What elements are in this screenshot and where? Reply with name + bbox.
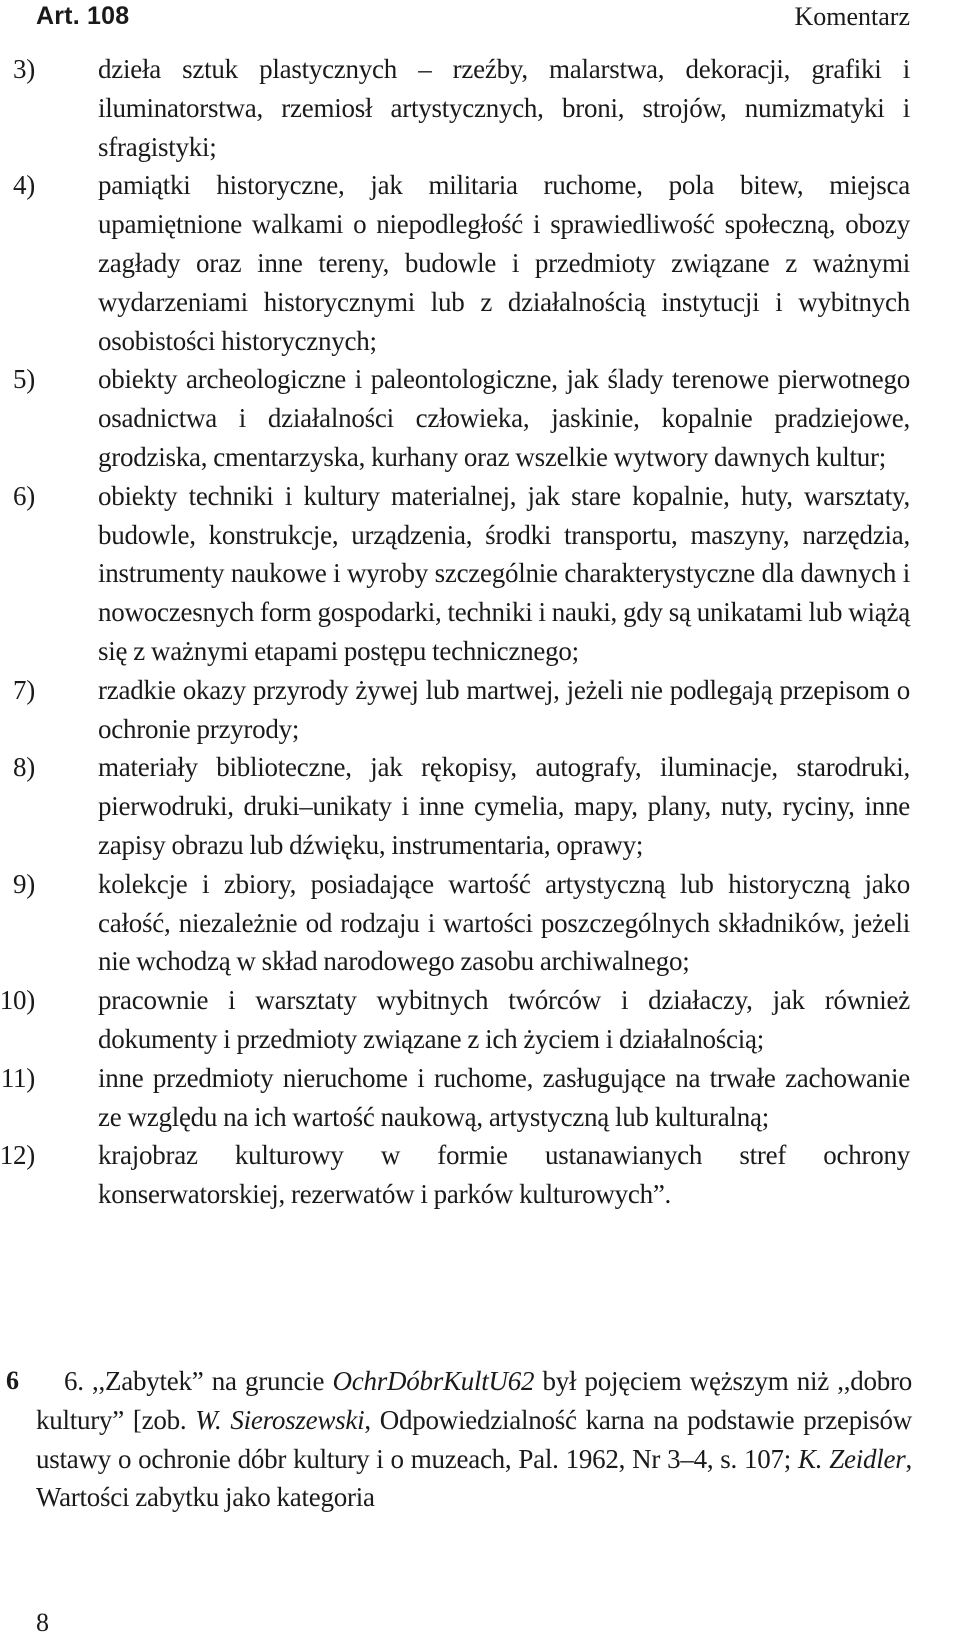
- enumeration-list: [0, 50, 960, 1214]
- list-item-number: 10): [0, 985, 35, 1016]
- list-item-number: 11): [0, 1062, 35, 1093]
- paragraph-lead: 6. ,,Zabytek” na gruncie: [64, 1366, 333, 1396]
- list-item-number: 7): [13, 674, 35, 705]
- list-item-number: 5): [13, 364, 35, 395]
- paragraph-text: , Wartości zabytku jako kategoria: [36, 1443, 912, 1513]
- article-number: Art. 108: [36, 2, 130, 30]
- section-title: Komentarz: [794, 2, 910, 31]
- cited-author: W. Sieroszewski: [195, 1404, 365, 1435]
- list-item: [0, 671, 910, 749]
- paragraph-text: był pojęciem węższym niż ,,dobro kultury” [zob.: [36, 1366, 912, 1435]
- list-item-text: inne przedmioty nieruchome i ruchome, zasługujące na trwałe zachowanie ze względu na ich wartość naukową, artystyczną lub kulturalną;: [98, 1062, 910, 1132]
- commentary-paragraph: [36, 1362, 912, 1517]
- list-item-number: 9): [13, 868, 35, 899]
- list-item-text: obiekty archeologiczne i paleontologiczne, jak ślady terenowe pierwotnego osadnictwa i działalności człowieka, jaskinie, kopalnie pradziejowe, grodziska, cmentarzyska, kurhany oraz wszelkie wytwory dawnych kultur;: [98, 364, 910, 472]
- list-item: [0, 1059, 910, 1137]
- list-item-text: rzadkie okazy przyrody żywej lub martwej, jeżeli nie podlegają przepisom o ochronie przyrody;: [98, 674, 910, 744]
- list-item-text: pracownie i warsztaty wybitnych twórców i działaczy, jak również dokumenty i przedmioty związane z ich życiem i działalnością;: [98, 985, 910, 1054]
- page-number: 8: [36, 1608, 49, 1637]
- list-item-text: obiekty techniki i kultury materialnej, jak stare kopalnie, huty, warsztaty, budowle, konstrukcje, urządzenia, środki transportu, maszyny, narzędzia, instrumenty naukowe i wyroby szczególnie charakterystyczne dla dawnych i nowoczesnych form gospodarki, techniki i nauki, gdy są unikatami lub wiążą się z ważnymi etapami postępu technicznego;: [98, 480, 910, 666]
- list-item: [0, 360, 910, 476]
- list-item: [0, 477, 910, 671]
- list-item: [0, 981, 910, 1059]
- list-item-number: 6): [13, 480, 35, 511]
- page-header: [36, 2, 910, 36]
- paragraph-text: , Odpowiedzialność karna na podstawie przepisów ustawy o ochronie dóbr kultury i o muzeach, Pal. 1962, Nr 3–4, s. 107;: [36, 1404, 912, 1474]
- list-item-number: 3): [13, 54, 35, 84]
- list-item-number: 4): [13, 170, 35, 201]
- list-item: [0, 166, 910, 360]
- list-item-text: dzieła sztuk plastycznych – rzeźby, malarstwa, dekoracji, grafiki i iluminatorstwa, rzemiosł artystycznych, broni, strojów, numizmatyki i sfragistyki;: [98, 54, 910, 162]
- list-item: [0, 865, 910, 981]
- list-item-text: kolekcje i zbiory, posiadające wartość artystyczną lub historyczną jako całość, niezależnie od rodzaju i wartości poszczególnych składników, jeżeli nie wchodzą w skład narodowego zasobu archiwalnego;: [98, 868, 910, 977]
- list-item: [0, 50, 910, 166]
- cited-author: K. Zeidler: [798, 1443, 906, 1474]
- list-item-text: krajobraz kulturowy w formie ustanawianych stref ochrony konserwatorskiej, rezerwatów i parków kulturowych”.: [98, 1140, 910, 1210]
- act-abbreviation: OchrDóbrKultU62: [332, 1366, 535, 1396]
- list-item: [0, 748, 910, 864]
- list-item-number: 8): [13, 752, 35, 783]
- list-item-number: 12): [0, 1140, 35, 1171]
- list-item-text: pamiątki historyczne, jak militaria ruchome, pola bitew, miejsca upamiętnione walkami o niepodległość i sprawiedliwość społeczną, obozy zagłady oraz inne tereny, budowle i przedmioty związane z ważnymi wydarzeniami historycznymi lub z działalnością instytucji i wybitnych osobistości historycznych;: [98, 170, 910, 356]
- list-item: [0, 1136, 910, 1214]
- list-item-text: materiały biblioteczne, jak rękopisy, autografy, iluminacje, starodruki, pierwodruki, druki–unikaty i inne cymelia, mapy, plany, nuty, ryciny, inne zapisy obrazu lub dźwięku, instrumentaria, oprawy;: [98, 752, 910, 860]
- margin-number: 6: [6, 1366, 19, 1395]
